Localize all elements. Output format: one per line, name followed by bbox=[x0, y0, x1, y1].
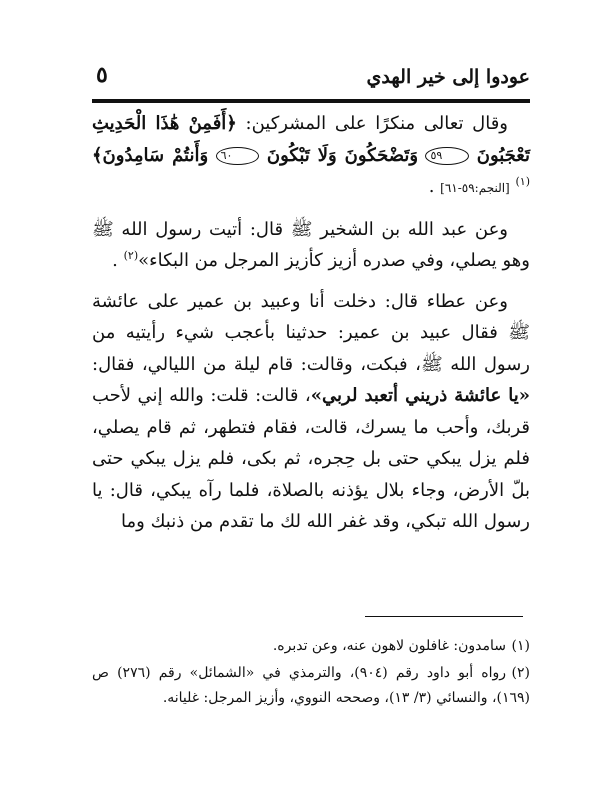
verse-intro: وقال تعالى منكرًا على المشركين: bbox=[236, 113, 508, 134]
page-number: ٥ bbox=[96, 62, 108, 88]
hadith-1-text: وعن عبد الله بن الشخير ﷺ قال: أتيت رسول الله ﷺ وهو يصلي، وفي صدره أزيز كأزيز المرجل من البكاء» bbox=[92, 218, 530, 271]
paragraph-hadith-2 bbox=[92, 286, 530, 538]
header-rule bbox=[92, 99, 530, 103]
paragraph-hadith-1 bbox=[92, 214, 530, 277]
footnote-1 bbox=[92, 634, 530, 659]
verse-part-1: ﴿أَفَمِنْ هَٰذَا الْحَدِيثِ تَعْجَبُونَ bbox=[92, 113, 530, 166]
paragraph-quran-verse bbox=[92, 108, 530, 205]
footnote-ref-2: (٢) bbox=[123, 249, 139, 262]
footnote-ref-1: (١) bbox=[515, 175, 530, 188]
hadith-1-end: . bbox=[112, 250, 124, 271]
verse-end: . bbox=[428, 176, 441, 197]
running-title: عودوا إلى خير الهدي bbox=[366, 66, 530, 88]
footnote-number: (١) bbox=[511, 638, 530, 654]
main-text bbox=[92, 108, 530, 547]
hadith-2-quote: «يا عائشة ذريني أتعبد لربي» bbox=[310, 385, 530, 406]
footnote-2 bbox=[92, 661, 530, 711]
hadith-2-part-2: ، قالت: قلت: والله إني لأحب قربك، وأحب ما يسرك، قالت، فقام فتطهر، ثم قام يصلي، فلم يزل يبكي حتى بل حِجره، ثم بكى، فلم يزل يبكي حتى بلّ الأرض، وجاء بلال يؤذنه بالصلاة، فلما رآه يبكي، قال: يا رسول الله تبكي، وقد غفر الله لك ما تقدم من ذنبك وما bbox=[92, 385, 530, 532]
footnote-number: (٢) bbox=[511, 665, 531, 681]
footnotes bbox=[92, 634, 530, 713]
footnote-text: رواه أبو داود رقم (٩٠٤)، والترمذي في «الشمائل» رقم (٢٧٦) ص (١٦٩)، والنسائي (٣/ ١٣)، وصححه النووي، وأزيز المرجل: غليانه. bbox=[92, 665, 530, 706]
footnote-text: سامدون: غافلون لاهون عنه، وعن تدبره. bbox=[272, 638, 506, 654]
hadith-2-part-1: وعن عطاء قال: دخلت أنا وعبيد بن عمير على عائشة ﷺ فقال عبيد بن عمير: حدثينا بأعجب شيء رأيتيه من رسول الله ﷺ، فبكت، وقالت: قام ليلة من الليالي، فقال: bbox=[92, 290, 530, 375]
verse-citation: [النجم:٥٩-٦١] bbox=[440, 181, 510, 195]
running-header bbox=[92, 62, 530, 96]
footnote-separator bbox=[365, 616, 523, 617]
verse-part-3: وَأَنتُمْ سَامِدُونَ﴾ bbox=[92, 144, 209, 166]
verse-part-2: وَتَضْحَكُونَ وَلَا تَبْكُونَ bbox=[266, 144, 419, 166]
ayah-number-60: ٦٠ bbox=[216, 147, 260, 165]
ayah-number-59: ٥٩ bbox=[425, 147, 469, 165]
